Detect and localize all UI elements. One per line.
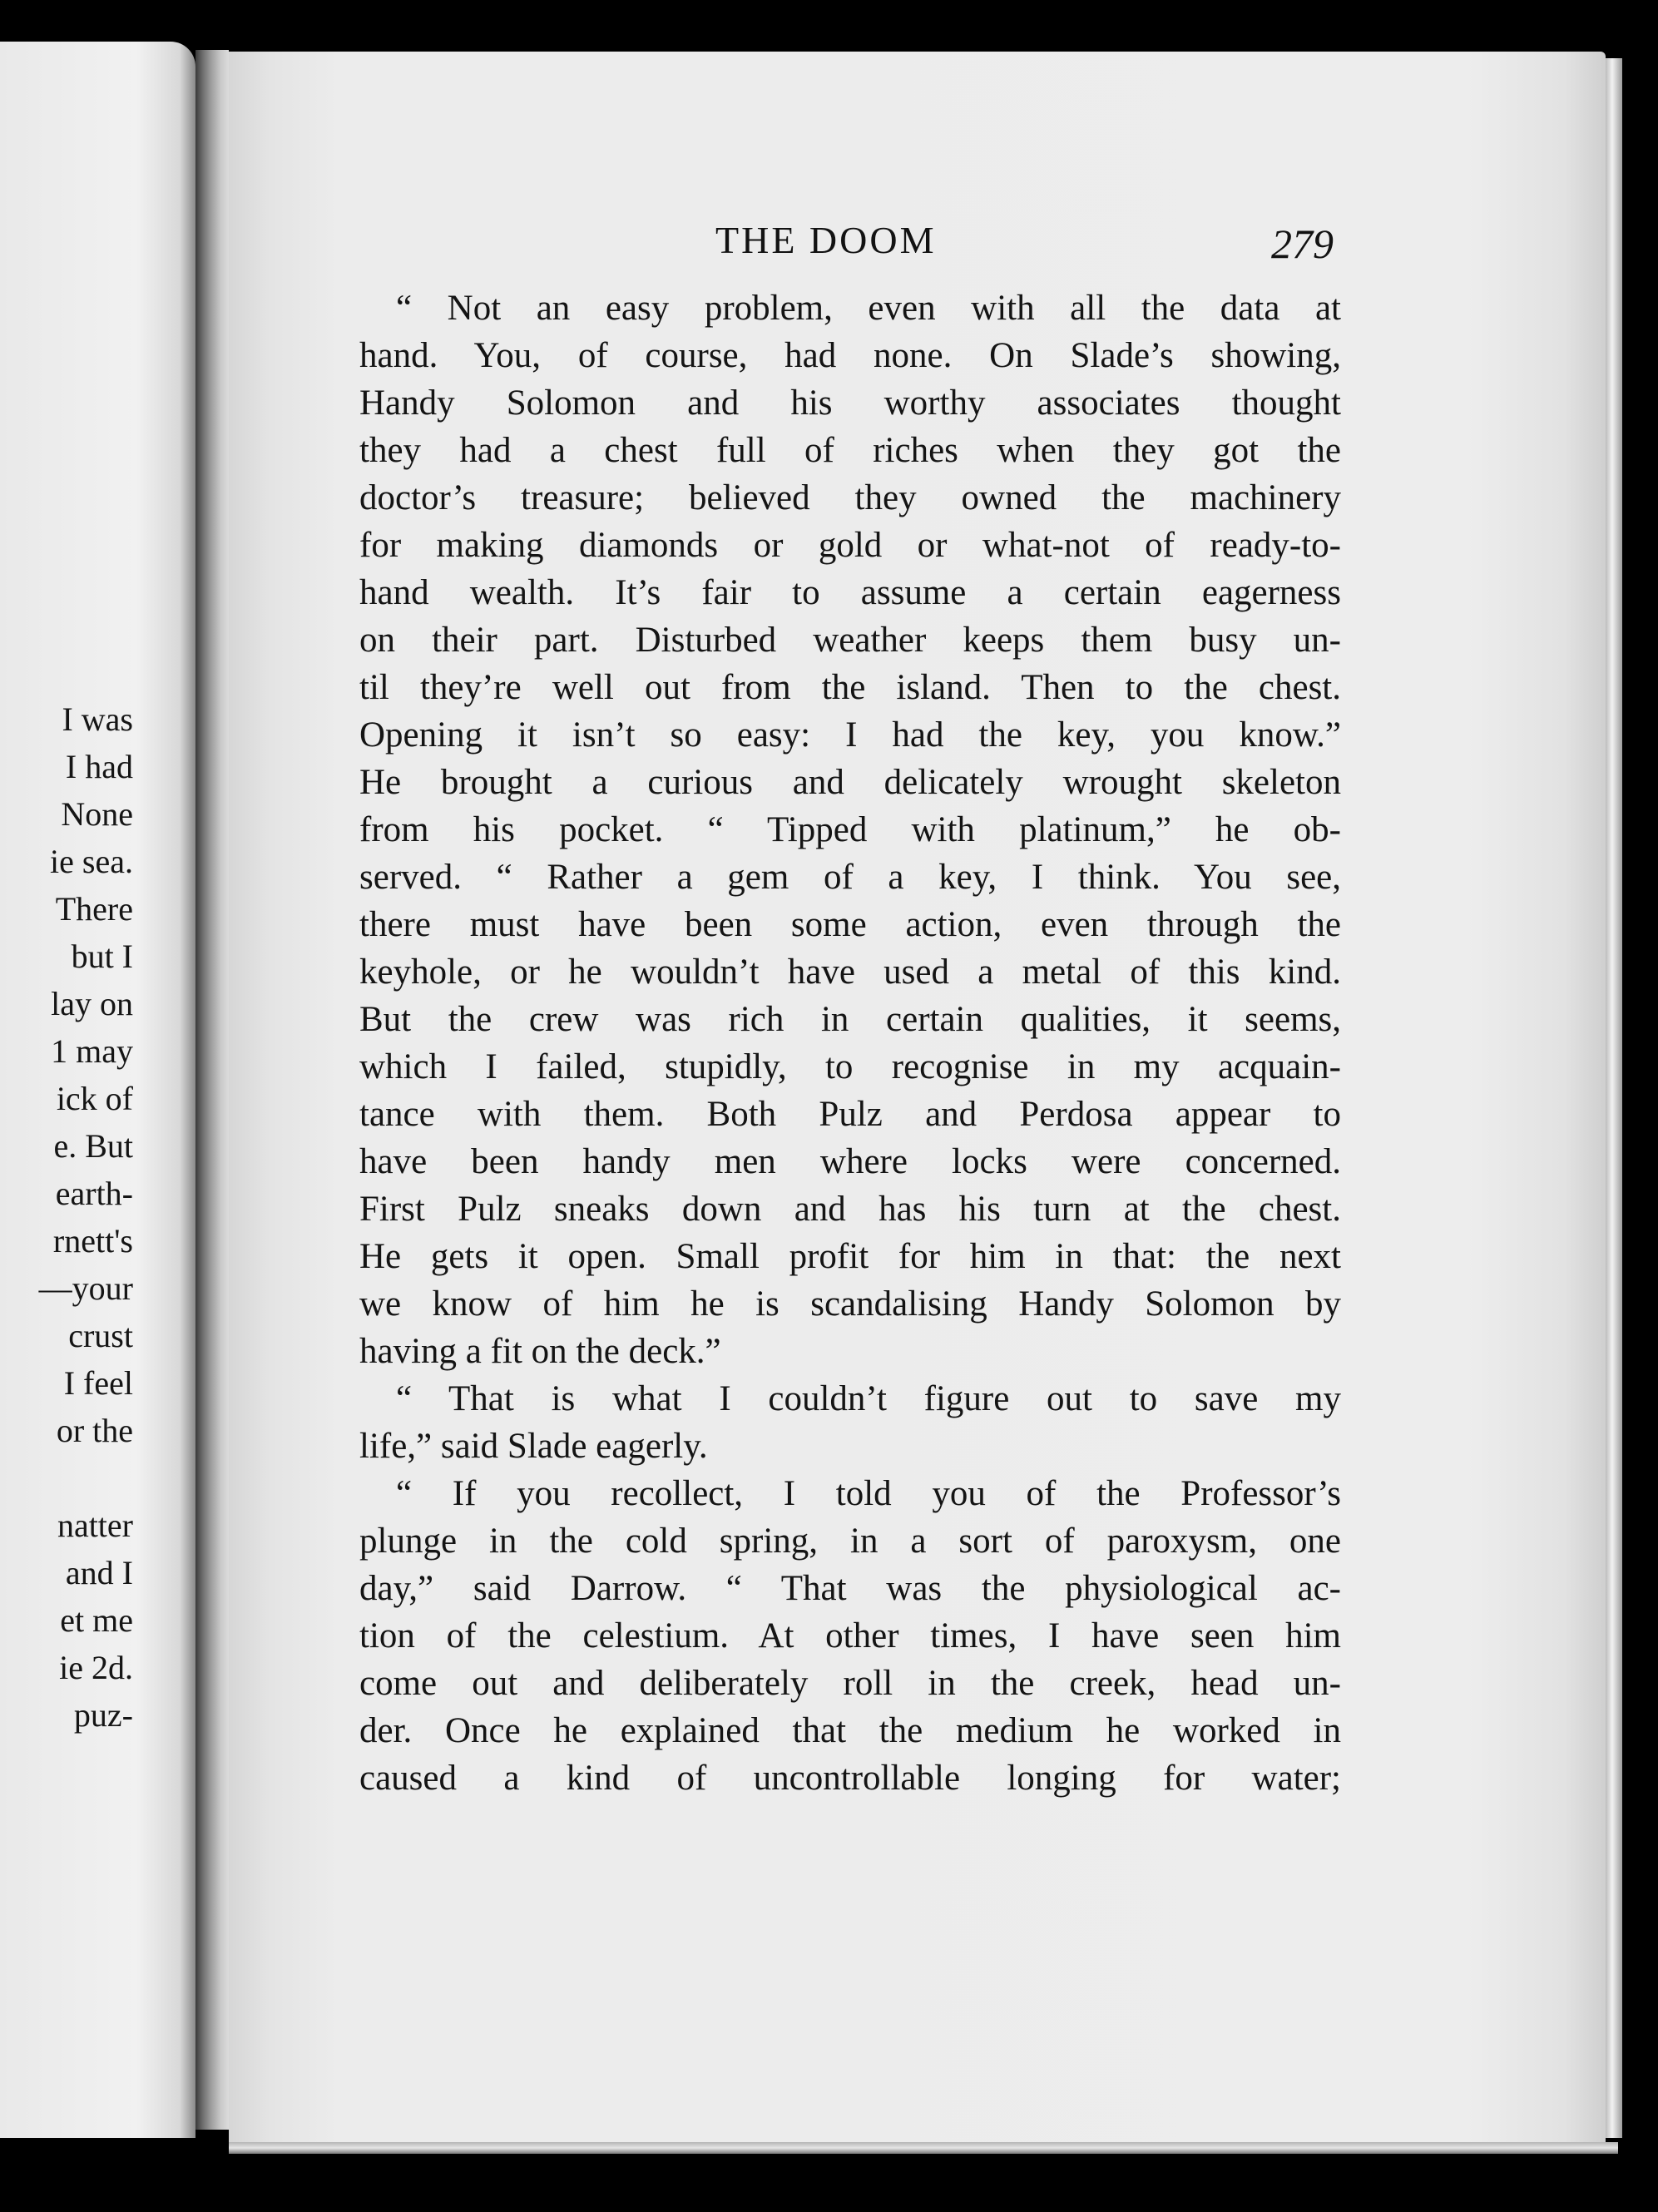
text-line: hand. You, of course, had none. On Slade’s showing, — [359, 336, 1341, 375]
text-line: served. “ Rather a gem of a key, I think. You see, — [359, 858, 1341, 897]
text-line: on their part. Disturbed weather keeps them busy un- — [359, 621, 1341, 660]
body-text — [359, 285, 1341, 1802]
text-line: tance with them. Both Pulz and Perdosa appear to — [359, 1095, 1341, 1134]
previous-page-line: crust — [68, 1317, 133, 1354]
previous-page-line: e. But — [53, 1127, 133, 1165]
text-line: Opening it isn’t so easy: I had the key, you know.” — [359, 715, 1341, 755]
previous-page-line — [0, 1454, 133, 1502]
text-line: come out and deliberately roll in the creek, head un- — [359, 1664, 1341, 1703]
previous-page-line: I feel — [63, 1364, 133, 1402]
previous-page-line: and I — [65, 1554, 133, 1591]
text-line: “ Not an easy problem, even with all the data at — [396, 289, 1341, 328]
previous-page-line: earth- — [55, 1175, 133, 1212]
previous-page-line: None — [61, 795, 133, 833]
page-bottom-edge — [229, 2142, 1618, 2154]
previous-page-line: 1 may — [51, 1032, 133, 1070]
text-line: “ That is what I couldn’t figure out to save my — [396, 1379, 1341, 1418]
text-line: day,” said Darrow. “ That was the physiological ac- — [359, 1569, 1341, 1608]
text-line: plunge in the cold spring, in a sort of paroxysm, one — [359, 1522, 1341, 1561]
text-line: for making diamonds or gold or what-not of ready-to- — [359, 526, 1341, 565]
previous-page-line: ie sea. — [50, 843, 133, 880]
book-spine — [195, 50, 229, 2130]
previous-page — [0, 42, 195, 2138]
text-line: Handy Solomon and his worthy associates thought — [359, 384, 1341, 423]
text-line: hand wealth. It’s fair to assume a certain eagerness — [359, 573, 1341, 612]
text-line: we know of him he is scandalising Handy Solomon by — [359, 1284, 1341, 1324]
text-line: He brought a curious and delicately wrought skeleton — [359, 763, 1341, 802]
previous-page-line: natter — [57, 1507, 133, 1544]
text-line: He gets it open. Small profit for him in that: the next — [359, 1237, 1341, 1276]
text-line: there must have been some action, even through the — [359, 905, 1341, 944]
text-line: life,” said Slade eagerly. — [359, 1427, 708, 1466]
text-line: der. Once he explained that the medium he worked in — [359, 1711, 1341, 1750]
text-line: doctor’s treasure; believed they owned the machinery — [359, 478, 1341, 517]
text-line: First Pulz sneaks down and has his turn at the chest. — [359, 1190, 1341, 1229]
text-line: “ If you recollect, I told you of the Professor’s — [396, 1474, 1341, 1513]
text-line: which I failed, stupidly, to recognise in my acquain- — [359, 1047, 1341, 1086]
running-head: THE DOOM — [715, 219, 937, 261]
previous-page-line: I had — [65, 748, 133, 785]
previous-page-line: lay on — [51, 985, 133, 1022]
page-edge — [1606, 58, 1622, 2138]
previous-page-line: et me — [60, 1601, 133, 1639]
text-line: But the crew was rich in certain qualities, it seems, — [359, 1000, 1341, 1039]
text-line: they had a chest full of riches when they got the — [359, 431, 1341, 470]
previous-page-line: —your — [38, 1269, 133, 1307]
previous-page-line: ick of — [56, 1080, 133, 1117]
text-line: keyhole, or he wouldn’t have used a metal of this kind. — [359, 953, 1341, 992]
previous-page-line: rnett's — [52, 1222, 133, 1259]
previous-page-line: I was — [62, 700, 133, 738]
text-line: caused a kind of uncontrollable longing for water; — [359, 1759, 1341, 1798]
text-line: having a fit on the deck.” — [359, 1332, 721, 1371]
previous-page-line: puz- — [73, 1696, 133, 1734]
previous-page-line: There — [55, 890, 133, 928]
text-line: have been handy men where locks were concerned. — [359, 1142, 1341, 1181]
text-line: til they’re well out from the island. Then to the chest. — [359, 668, 1341, 707]
previous-page-line: but I — [71, 938, 133, 975]
previous-page-line: ie 2d. — [59, 1649, 133, 1686]
previous-page-text — [0, 695, 133, 1739]
text-line: tion of the celestium. At other times, I have seen him — [359, 1616, 1341, 1655]
previous-page-line: or the — [56, 1412, 133, 1449]
page-number: 279 — [1271, 220, 1334, 267]
text-line: from his pocket. “ Tipped with platinum,” he ob- — [359, 810, 1341, 849]
